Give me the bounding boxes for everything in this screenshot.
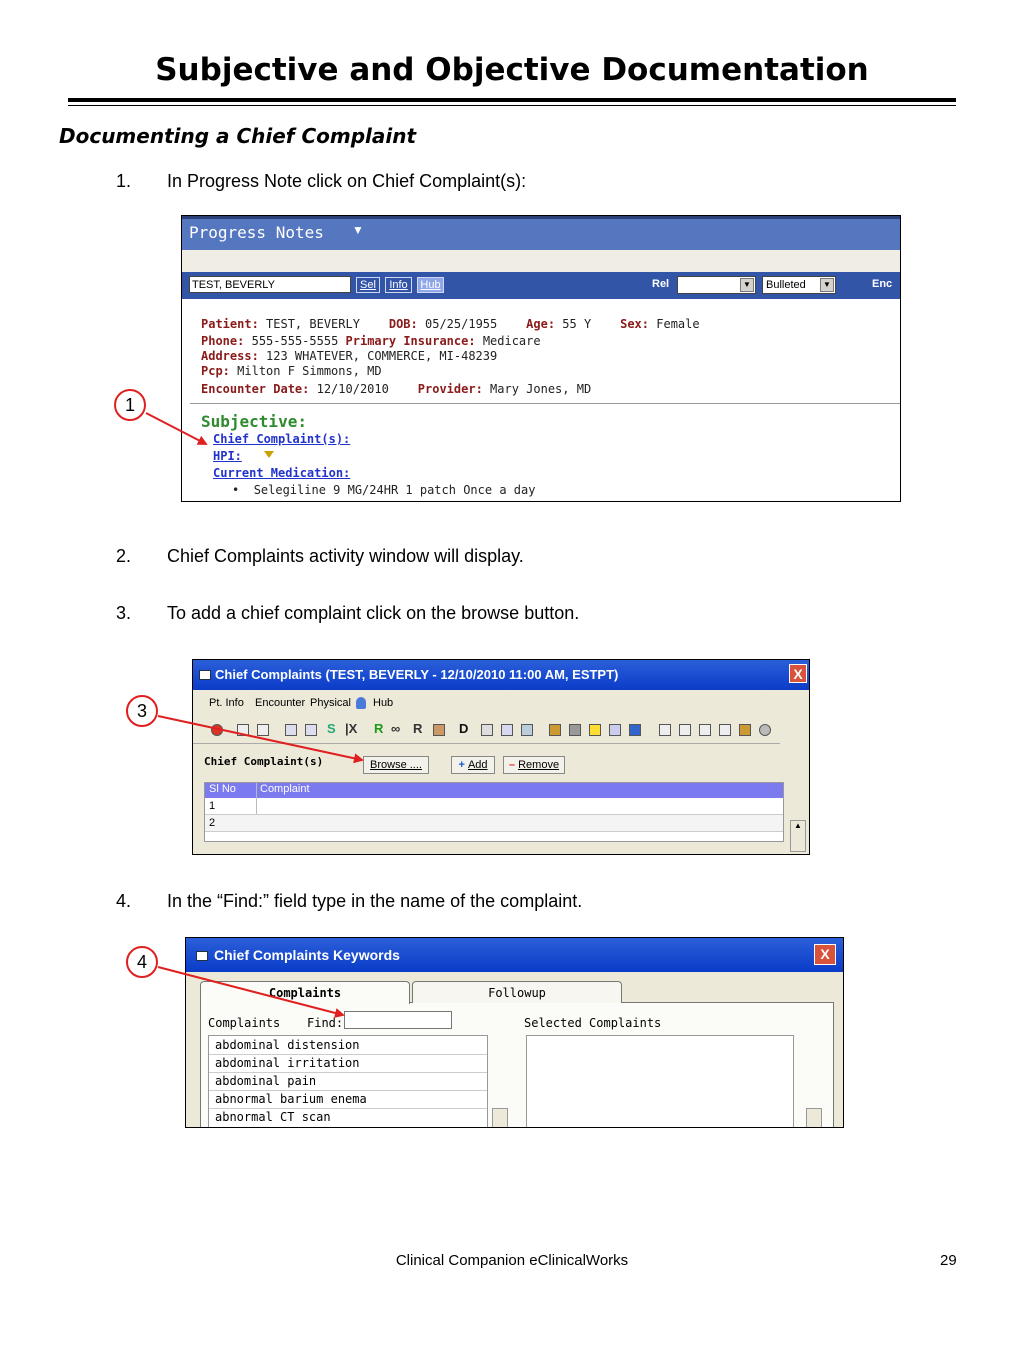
window-title: Chief Complaints Keywords <box>214 947 400 963</box>
selected-complaints-label: Selected Complaints <box>524 1016 662 1030</box>
address-label: Address: <box>201 349 259 363</box>
page-number: 29 <box>940 1252 957 1269</box>
patient-value: TEST, BEVERLY <box>266 317 360 331</box>
list-item[interactable]: abnormal CT scan <box>215 1110 331 1124</box>
rx-icon[interactable]: R <box>413 721 423 736</box>
patient-label: Patient: <box>201 317 259 331</box>
phone-value: 555-555-5555 <box>251 334 339 348</box>
hub-button[interactable]: Hub <box>417 277 444 293</box>
arrow-4 <box>158 967 343 1015</box>
chevron-down-icon[interactable]: ▼ <box>820 278 834 292</box>
scroll-up-icon[interactable]: ▲ <box>790 820 806 852</box>
find-label: Find: <box>307 1016 344 1030</box>
medication-item: • Selegiline 9 MG/24HR 1 patch Once a day <box>232 483 536 497</box>
column-header: Complaint <box>260 783 310 795</box>
encounter-label: Encounter Date: <box>201 382 310 396</box>
dob-label: DOB: <box>388 317 418 331</box>
footer-text: Clinical Companion eClinicalWorks <box>395 1252 629 1269</box>
dropdown-caret-icon[interactable]: ▼ <box>352 223 364 237</box>
list-item[interactable]: abnormal barium enema <box>215 1092 367 1106</box>
column-header: Sl No <box>209 783 236 795</box>
phone-label: Phone: <box>201 334 245 348</box>
window-title: Chief Complaints (TEST, BEVERLY - 12/10/2010 11:00 AM, ESTPT) <box>215 667 619 682</box>
row-number: 1 <box>209 800 216 812</box>
subjective-heading: Subjective: <box>201 412 307 431</box>
dx-icon[interactable]: D <box>459 721 469 736</box>
list-item[interactable]: abdominal pain <box>215 1074 317 1088</box>
rel-label: Rel <box>652 278 670 290</box>
step-number: 4. <box>116 891 132 911</box>
glasses-icon[interactable]: ∞ <box>391 721 401 736</box>
pcp-value: Milton F Simmons, MD <box>237 364 382 378</box>
step-number: 3. <box>116 603 132 623</box>
complaints-label: Complaints <box>208 1016 281 1030</box>
age-label: Age: <box>526 317 556 331</box>
ix-icon[interactable]: |X <box>345 721 358 736</box>
row-number: 2 <box>209 817 216 829</box>
callout-number: 3 <box>136 701 147 721</box>
list-item[interactable]: abdominal irritation <box>215 1056 360 1070</box>
browse-button[interactable]: Browse .... <box>363 756 429 774</box>
section-heading: Documenting a Chief Complaint <box>59 124 417 148</box>
close-button[interactable]: X <box>814 944 836 965</box>
step-text: To add a chief complaint click on the browse button. <box>167 603 580 623</box>
step-number: 2. <box>116 546 132 566</box>
progress-notes-title: Progress Notes <box>189 223 324 242</box>
current-medication-link[interactable]: Current Medication: <box>213 466 351 480</box>
step-text: In Progress Note click on Chief Complaint(s): <box>167 171 527 191</box>
provider-label: Provider: <box>417 382 483 396</box>
callout-number: 1 <box>124 395 135 415</box>
step-text: Chief Complaints activity window will display. <box>167 546 524 566</box>
list-item[interactable]: abdominal distension <box>215 1038 360 1052</box>
remove-label: Remove <box>518 759 560 771</box>
chevron-down-icon[interactable]: ▼ <box>740 278 754 292</box>
chief-complaints-label: Chief Complaint(s) <box>204 755 324 768</box>
minus-icon: – <box>508 759 519 771</box>
hpi-link[interactable]: HPI: <box>213 449 242 463</box>
page-title: Subjective and Objective Documentation <box>155 52 869 88</box>
tab-followup[interactable]: Followup <box>412 981 622 1003</box>
sex-label: Sex: <box>620 317 650 331</box>
sel-button[interactable]: Sel <box>356 277 380 293</box>
dob-value: 05/25/1955 <box>425 317 498 331</box>
age-value: 55 Y <box>562 317 592 331</box>
s-icon[interactable]: S <box>327 721 336 736</box>
menu-physical[interactable]: Physical <box>310 697 351 709</box>
insurance-label: Primary Insurance: <box>345 334 476 348</box>
menu-pt-info[interactable]: Pt. Info <box>209 697 244 709</box>
arrow-1 <box>146 413 206 444</box>
menu-encounter[interactable]: Encounter <box>255 697 306 709</box>
arrow-3 <box>158 716 362 760</box>
r-icon[interactable]: R <box>374 721 384 736</box>
step-text: In the “Find:” field type in the name of the complaint. <box>167 891 583 911</box>
format-value: Bulleted <box>766 279 806 291</box>
close-button[interactable]: X <box>789 664 807 683</box>
plus-icon: + <box>458 759 468 771</box>
step-number: 1. <box>116 171 132 191</box>
provider-value: Mary Jones, MD <box>490 382 592 396</box>
menu-hub[interactable]: Hub <box>373 697 394 709</box>
encounter-value: 12/10/2010 <box>316 382 389 396</box>
callout-number: 4 <box>136 952 147 972</box>
add-label: Add <box>467 759 488 771</box>
patient-name-field[interactable]: TEST, BEVERLY <box>189 276 351 293</box>
pcp-label: Pcp: <box>201 364 230 378</box>
tab-complaints[interactable]: Complaints <box>200 981 410 1004</box>
chief-complaint-link[interactable]: Chief Complaint(s): <box>213 432 351 446</box>
enc-label: Enc <box>872 278 893 290</box>
sex-value: Female <box>656 317 700 331</box>
medication-text: Selegiline 9 MG/24HR 1 patch Once a day <box>253 483 536 497</box>
info-button[interactable]: Info <box>385 277 412 293</box>
insurance-value: Medicare <box>482 334 541 348</box>
address-value: 123 WHATEVER, COMMERCE, MI-48239 <box>266 349 498 363</box>
